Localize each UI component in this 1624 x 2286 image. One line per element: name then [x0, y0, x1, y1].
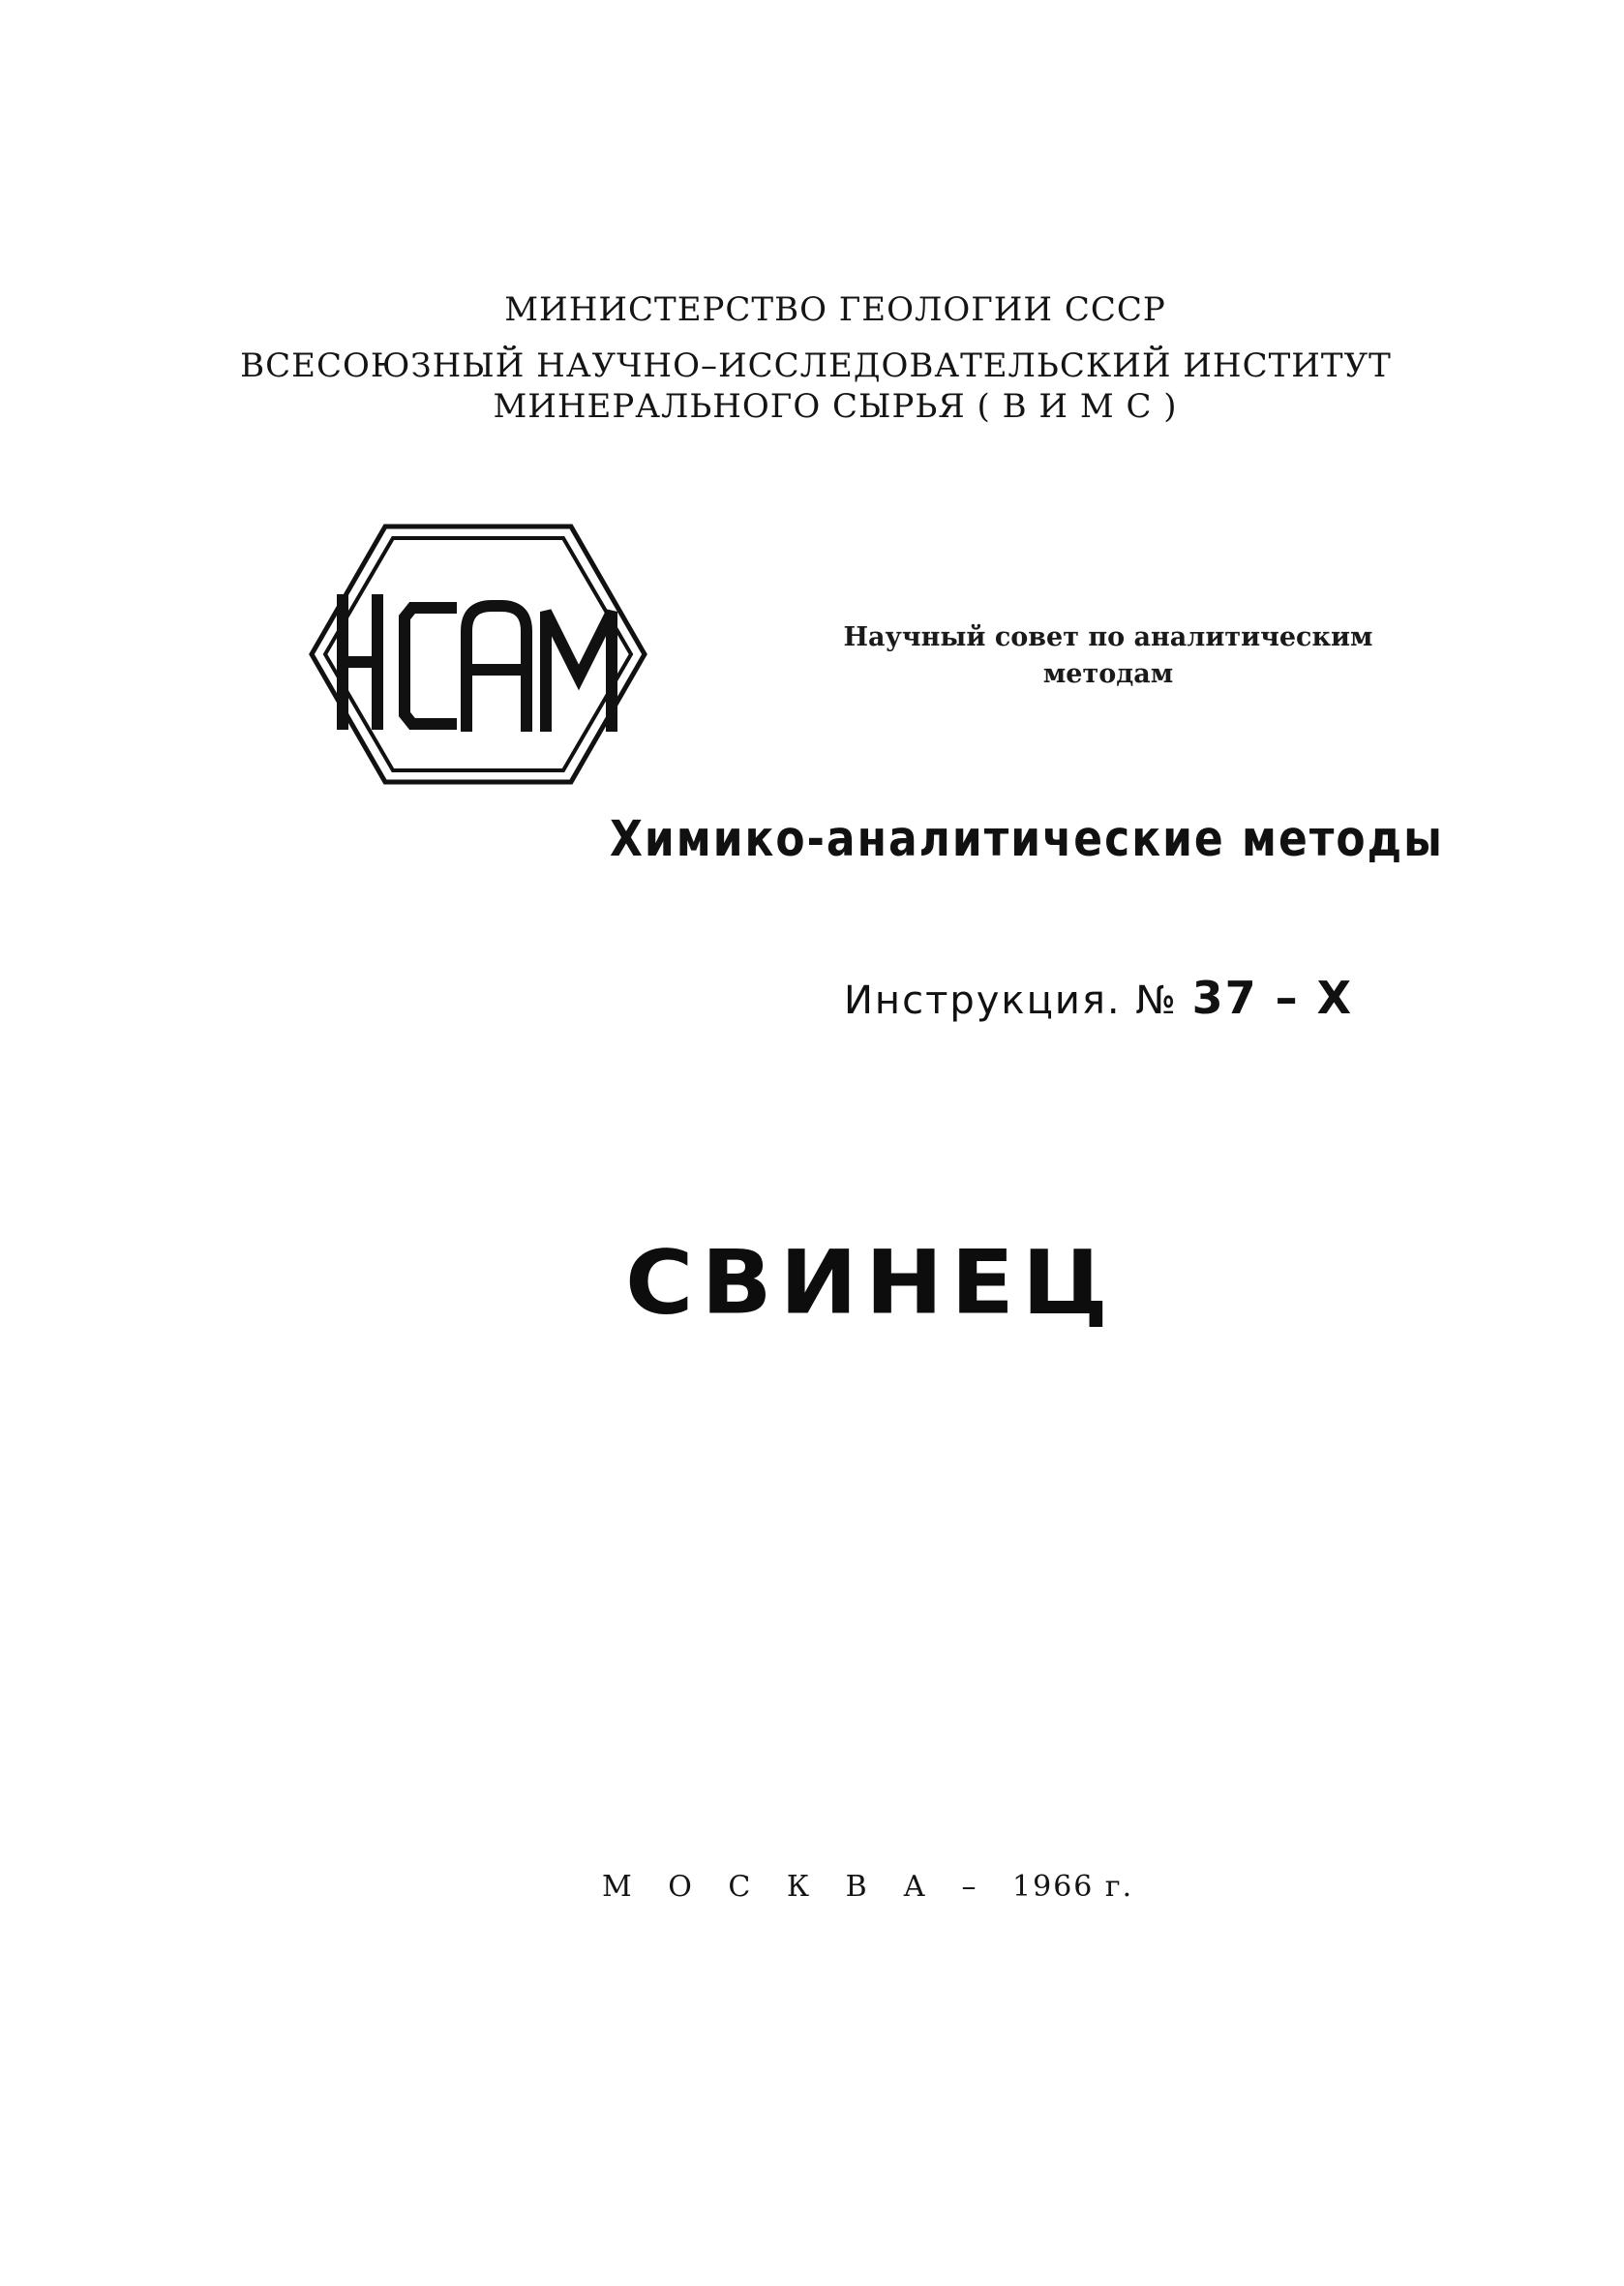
logo-letters: [343, 600, 612, 726]
council-line1: Научный совет по аналитическим: [843, 622, 1373, 652]
council-caption: [813, 619, 1403, 693]
imprint-separator: –: [961, 1870, 990, 1904]
instruction-code: 37 – Х: [1191, 972, 1354, 1024]
instruction-label: Инструкция. №: [844, 978, 1178, 1023]
institute-heading-line1: ВСЕСОЮЗНЫЙ НАУЧНО–ИССЛЕДОВАТЕЛЬСКИЙ ИНСТИТУТ: [240, 346, 1392, 385]
ministry-heading: МИНИСТЕРСТВО ГЕОЛОГИИ СССР: [504, 290, 1166, 329]
imprint-city: М О С К В А: [602, 1870, 939, 1904]
instruction-number: [844, 972, 1353, 1024]
imprint: [602, 1870, 1133, 1904]
series-title: Химико-аналитические методы: [610, 811, 1444, 868]
nsam-logo: [308, 523, 648, 786]
council-line2: методам: [1042, 659, 1174, 689]
institute-heading-line2: МИНЕРАЛЬНОГО СЫРЬЯ ( В И М С ): [493, 387, 1178, 426]
document-title: СВИНЕЦ: [625, 1231, 1116, 1335]
imprint-year: 1966 г.: [1012, 1870, 1134, 1904]
